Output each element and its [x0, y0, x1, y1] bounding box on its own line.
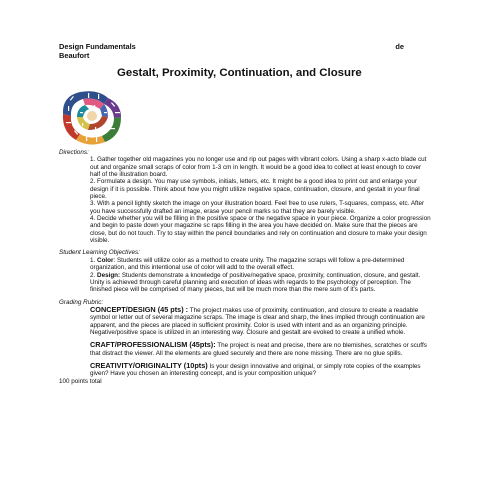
direction-item-1: 1. Gather together old magazines you no longer use and rip out pages with vibrant colors. Using a sharp x-acto blade cut out and organize small scraps of color from 1-3 cm in length. It would be a good idea to collect at least enough to cover half of the illustration board.	[90, 156, 427, 179]
rubric-label: Grading Rubric:	[59, 298, 104, 306]
rubric-heading: CRAFT/PROFESSIONALISM (45pts):	[90, 340, 216, 350]
course-name: Design Fundamentals	[59, 42, 136, 51]
rubric-item-creativity: CREATIVITY/ORIGINALITY (10pts) Is your design innovative and original, or simply rote copies of the examples given? Have you chosen an interesting concept, and is your composition unique?	[90, 360, 421, 378]
objective-item-1: 1. Color: Students will utilize color as a method to create unity. The magazine scraps will follow a pre-determined organization, and this intentional use of color will add to the overall effect.	[90, 256, 405, 272]
direction-item-3: 3. With a pencil lightly sketch the image on your illustration board. Feel free to use rulers, T-squares, compass, etc. After you have successfully drafted an image, erase your pencil marks so that they are barely visible.	[90, 200, 425, 215]
directions-label: Directions:	[59, 149, 89, 156]
direction-item-4: 4. Decide whether you will be filling in the positive space or the negative space in your piece. Organize a color progression and begin to paste down your magazine sc raps filling in the area you have decided on. Make sure that the pieces are close, but do not touch. Try to stay within the pencil boundaries and rely on continuation and closure to make your design visible.	[90, 215, 431, 245]
objective-term: Design:	[97, 271, 121, 279]
rubric-heading: CONCEPT/DESIGN (45 pts) :	[90, 304, 189, 314]
course-header	[59, 43, 404, 60]
page-title: Gestalt, Proximity, Continuation, and Closure	[117, 67, 362, 79]
instructor-name: Beaufort	[59, 50, 90, 60]
objectives-label: Student Learning Objectives:	[59, 249, 140, 257]
rubric-item-concept: CONCEPT/DESIGN (45 pts) : The project makes use of proximity, continuation, and closure to create a readable symbol or letter out of several magazine scraps. The image is clear and sharp, the lines implied through continuation are apparent, and the pieces are placed in sufficient proximity. Color is used with intent and as an organizing principle. Negative/positive space is utilized in an interesting way. Closure and gestalt are evoked to create a unified whole.	[90, 304, 425, 336]
rubric-heading: CREATIVITY/ORIGINALITY (10pts)	[90, 360, 208, 370]
points-total: 100 points total	[59, 377, 102, 385]
instructor-prefix: de	[395, 42, 404, 51]
objective-term: Color	[97, 256, 114, 264]
rubric-item-craft: CRAFT/PROFESSIONALISM (45pts): The project is neat and precise, there are no blemishes, scratches or scuffs that distract the viewer. All the elements are glued securely and there are none missing. There are no glue spills.	[90, 340, 427, 357]
objective-item-2: 2. Design: Students demonstrate a knowledge of positive/negative space, proximity, continuation, closure, and gestalt. Unity is achieved through careful planning and execution of ideas with regards to the psychology of perception. The finished piece will be comprised of many pieces, but will be much more than the mere sum of it's parts.	[90, 271, 421, 294]
direction-item-2: 2. Formulate a design. You may use symbols, initials, letters, etc. It might be a good idea to print out and enlarge your design if it is possible. Think about how you might utilize negative space, continuation, closure, and gestalt in your final piece.	[90, 178, 420, 201]
mosaic-example-image	[58, 84, 125, 148]
assignment-body	[59, 149, 431, 385]
